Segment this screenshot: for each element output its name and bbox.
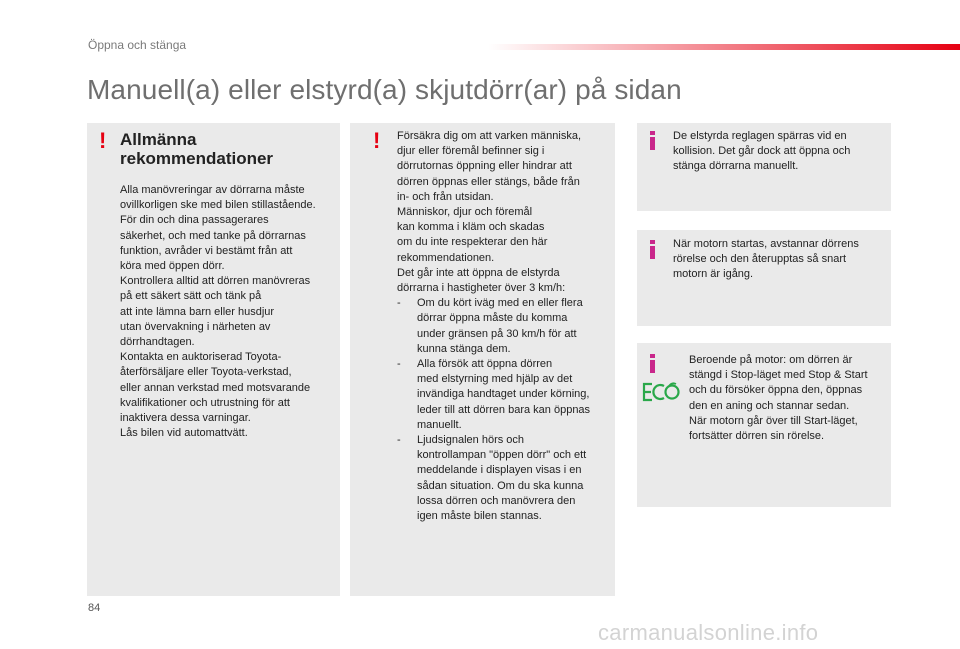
general-recommendations-text [120, 183, 338, 441]
text-line: stänga dörrarna manuellt. [673, 160, 799, 173]
text-line: dörrhandtagen. [120, 336, 195, 349]
list-dash: - [397, 297, 401, 310]
text-line: kontrollampan "öppen dörr" och ett [417, 449, 587, 462]
text-line: Människor, djur och föremål [397, 206, 533, 219]
text-line: ovillkorligen ske med bilen stillastående. [120, 199, 316, 212]
text-line: För din och dina passagerares [120, 214, 269, 227]
text-line: utan övervakning i närheten av [120, 320, 271, 333]
text-line: Kontrollera alltid att dörren manövreras [120, 275, 311, 288]
text-line: fortsätter dörren sin rörelse. [689, 430, 825, 443]
page-title: Manuell(a) eller elstyrd(a) skjutdörr(ar) på sidan [87, 74, 682, 105]
text-line: återförsäljare eller Toyota-verkstad, [120, 366, 292, 379]
text-line: När motorn startas, avstannar dörrens [673, 238, 859, 250]
text-line: motorn är igång. [673, 268, 754, 281]
text-line: rekommendationen. [397, 251, 495, 264]
list-dash: - [397, 434, 401, 447]
text-line: under gränsen på 30 km/h för att [417, 327, 577, 340]
text-line: invändiga handtaget under körning, [417, 388, 590, 401]
text-line: Beroende på motor: om dörren är [689, 354, 853, 366]
text-line: på ett säkert sätt och tänk på [120, 290, 262, 303]
text-line: Lås bilen vid automattvätt. [120, 427, 248, 440]
text-line: om du inte respekterar den här [397, 236, 548, 249]
heading-line: rekommendationer [120, 149, 274, 168]
text-line: Försäkra dig om att varken människa, [397, 130, 582, 142]
info-text-collision [673, 129, 887, 175]
text-line: kunna stänga dem. [417, 342, 511, 355]
text-line: leder till att dörren bara kan öppnas [417, 403, 591, 416]
text-line: dörrarna i hastigheter över 3 km/h: [397, 282, 566, 295]
text-line: dörrar öppna måste du komma [417, 312, 568, 325]
text-line: med elstyrning med hjälp av det [417, 373, 573, 386]
text-line: Alla manövreringar av dörrarna måste [120, 184, 305, 196]
list-item [397, 296, 611, 357]
text-line: igen måste bilen stannas. [417, 510, 542, 523]
text-line: meddelande i displayen visas i en [417, 464, 582, 477]
info-icon [650, 240, 655, 259]
info-icon [650, 131, 655, 150]
text-line: kollision. Det går dock att öppna och [673, 145, 851, 158]
text-line: att inte lämna barn eller husdjur [120, 305, 275, 318]
text-line: kvalifikationer och utrustning för att [120, 396, 290, 409]
text-line: manuellt. [417, 418, 462, 431]
text-line: dörrutornas öppning eller hindrar att [397, 160, 572, 173]
text-line: kan komma i kläm och skadas [397, 221, 545, 234]
warning-icon: ! [99, 128, 107, 153]
text-line: När motorn går över till Start-läget, [689, 414, 858, 427]
list-dash: - [397, 358, 401, 371]
header-accent-bar [488, 44, 960, 50]
text-line: sådan situation. Om du ska kunna [417, 479, 584, 492]
text-line: den en aning och stannar sedan. [689, 399, 850, 412]
eco-icon [640, 380, 680, 404]
text-line: in- och från utsidan. [397, 190, 494, 203]
text-line: Kontakta en auktoriserad Toyota- [120, 351, 282, 364]
text-line: funktion, avråder vi bestämt från att [120, 244, 293, 257]
list-item [397, 433, 611, 524]
text-line: Det går inte att öppna de elstyrda [397, 266, 560, 279]
list-item [397, 357, 611, 433]
text-line: säkerhet, och med tanke på dörrarnas [120, 229, 306, 242]
heading-line: Allmänna [120, 130, 197, 149]
text-line: eller annan verkstad med motsvarande [120, 381, 311, 394]
info-text-engine-start [673, 237, 887, 283]
text-line: stängd i Stop-läget med Stop & Start [689, 369, 868, 382]
text-line: inaktivera dessa varningar. [120, 412, 251, 425]
text-line: lossa dörren och manövrera den [417, 494, 576, 507]
panel-heading [120, 130, 273, 168]
section-title: Öppna och stänga [88, 38, 187, 52]
info-icon [650, 354, 655, 373]
page-number: 84 [88, 602, 101, 614]
info-text-stop-start [689, 353, 889, 444]
text-line: och du försöker öppna den, öppnas [689, 384, 863, 397]
text-line: Ljudsignalen hörs och [417, 434, 525, 447]
warning-icon: ! [373, 128, 381, 153]
watermark: carmanualsonline.info [598, 620, 819, 645]
text-line: dörren öppnas eller stängs, både från [397, 175, 580, 188]
text-line: rörelse och den återupptas så snart [673, 253, 847, 266]
text-line: köra med öppen dörr. [120, 260, 225, 273]
text-line: Om du kört iväg med en eller flera [417, 297, 583, 310]
text-line: djur eller föremål befinner sig i [397, 145, 545, 158]
safety-warning-text [397, 129, 611, 524]
text-line: De elstyrda reglagen spärras vid en [673, 130, 847, 142]
text-line: Alla försök att öppna dörren [417, 358, 553, 371]
